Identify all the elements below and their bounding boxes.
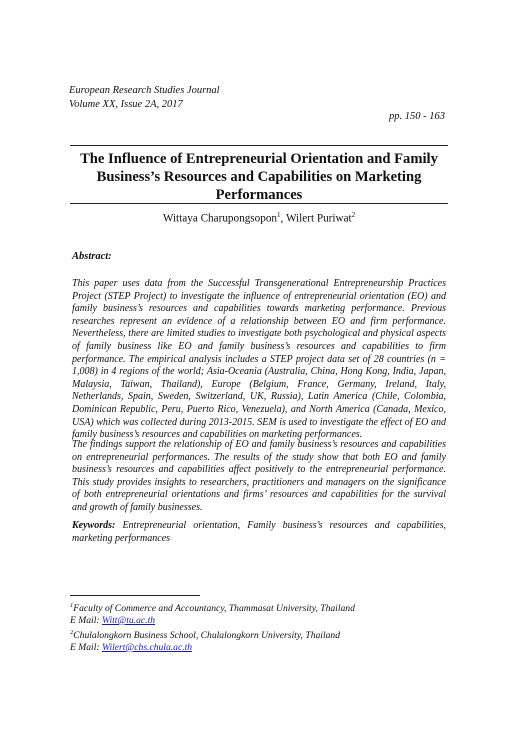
- author-affiliation-mark: 2: [351, 211, 356, 219]
- paper-title: The Influence of Entrepreneurial Orientation and Family Business’s Resources and Capabilities on Marketing Performances: [80, 151, 438, 203]
- keywords-label: Keywords:: [72, 520, 116, 531]
- footnote-email: [70, 615, 355, 627]
- author-list: [72, 211, 446, 225]
- abstract-heading: Abstract:: [72, 251, 112, 262]
- journal-volume: Volume XX, Issue 2A, 2017: [69, 98, 183, 110]
- journal-header: [69, 84, 220, 111]
- author-separator: ,: [280, 212, 286, 225]
- footnote-mark: 1: [70, 602, 74, 609]
- keywords: [72, 520, 446, 545]
- abstract-paragraph: This paper uses data from the Successful Transgenerational Entrepreneurship Practices Project (STEP Project) to investigate the influence of entrepreneurial orientation (EO) and family business’s resources and capabilities towards marketing performance. Previous researches represent an evidence of a relationship between EO and firm performance. Nevertheless, there are limited studies to investigate both psychological and physical aspects of family business like EO and family business’s resources and capabilities to firm performance. The empirical analysis includes a STEP project data set of 28 countries (n = 1,008) in 4 regions of the world; Asia-Oceania (Australia, China, Hong Kong, India, Japan, Malaysia, Taiwan, Thailand), Europe (Belgium, France, Germany, Ireland, Italy, Netherlands, Spain, Sweden, Switzerland, UK, Russia), Latin America (Chile, Colombia, Dominican Republic, Peru, Puerto Rico, Venezuela), and North America (Canada, Mexico, USA) which was collected during 2013-2015. SEM is used to investigate the effect of EO and family business’s resources and capabilities on marketing performances.: [72, 278, 446, 441]
- author-name: Wittaya Charupongsopon: [162, 212, 278, 225]
- journal-name: European Research Studies Journal: [69, 85, 220, 96]
- footnote-mark: 2: [70, 628, 74, 636]
- title-bottom-rule: [70, 203, 448, 204]
- page-range: pp. 150 - 163: [389, 111, 445, 122]
- keywords-text: Entrepreneurial orientation, Family business’s resources and capabilities, marketing performances: [72, 520, 447, 544]
- footnote-affiliation: [70, 627, 355, 642]
- footnotes: [70, 600, 355, 654]
- email-link[interactable]: Wilert@cbs.chula.ac.th: [101, 641, 193, 653]
- footnote-rule: [70, 595, 200, 596]
- title-top-rule: [70, 145, 448, 146]
- author-name: Wilert Puriwat: [285, 212, 352, 225]
- footnote-email: [70, 642, 355, 654]
- email-label: E Mail:: [70, 614, 102, 626]
- findings-paragraph: The findings support the relationship of EO and family business’s resources and capabilities on entrepreneurial performances. The results of the study show that both EO and family business’s resources and capabilities affect positively to the entrepreneurial performance. This study provides insights to researchers, practitioners and managers on the significance of both entrepreneurial orientations and firms’ resources and capabilities for the survival and growth of family businesses.: [72, 439, 446, 513]
- footnote-affiliation: [70, 600, 355, 615]
- affiliation-text: Faculty of Commerce and Accountancy, Thammasat University, Thailand: [73, 603, 355, 615]
- author-affiliation-mark: 1: [277, 211, 281, 219]
- email-label: E Mail:: [70, 641, 102, 653]
- affiliation-text: Chulalongkorn Business School, Chulalongkorn University, Thailand: [73, 629, 341, 641]
- email-link[interactable]: Witt@tu.ac.th: [101, 614, 156, 626]
